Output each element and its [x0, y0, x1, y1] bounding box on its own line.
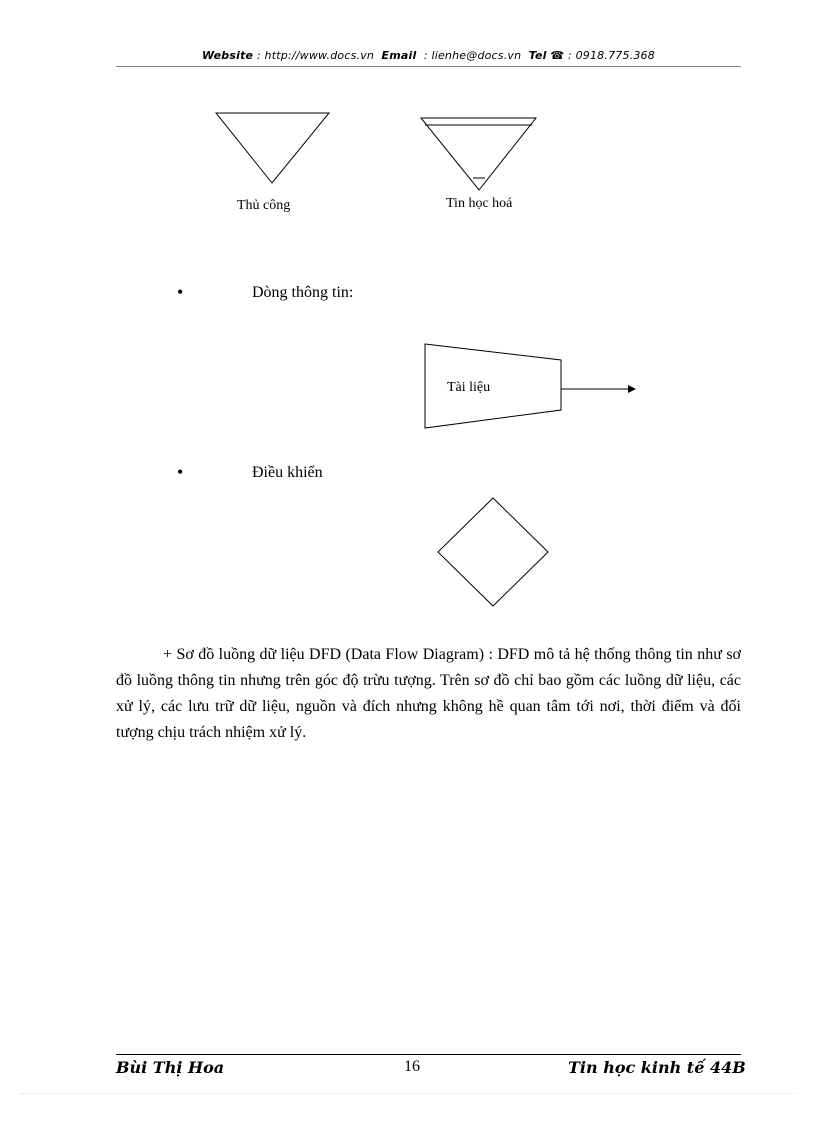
bullet-icon: •	[177, 282, 184, 302]
footer-class: Tin học kinh tế 44B	[568, 1058, 746, 1077]
flow-arrow	[561, 385, 636, 393]
phone-icon: ☎	[550, 49, 565, 62]
manual-label: Thủ công	[237, 198, 291, 213]
bullet-text: Dòng thông tin:	[252, 284, 354, 301]
page-header: Website : http://www.docs.vn Email : lienhe@docs.vn Tel ☎ : 0918.775.368	[202, 49, 655, 62]
computerized-label: Tin học hoá	[446, 196, 513, 211]
bullet-icon: •	[177, 462, 184, 482]
tel-value: 0918.775.368	[575, 49, 655, 62]
body-paragraph	[116, 642, 741, 746]
tel-label: Tel	[528, 49, 547, 62]
paragraph-text: + Sơ đồ luồng dữ liệu DFD (Data Flow Diagram) : DFD mô tả hệ thống thông tin như sơ đồ luồng thông tin nhưng trên góc độ trừu tượng. Trên sơ đồ chỉ bao gồm các luồng dữ liệu, các xử lý, các lưu trữ dữ liệu, nguồn và đích nhưng không hề quan tâm tới nơi, thời điểm và đối tượng chịu trách nhiệm xử lý.	[116, 646, 741, 741]
footer-author: Bùi Thị Hoa	[116, 1058, 225, 1077]
document-label: Tài liệu	[447, 380, 491, 395]
computerized-triangle	[421, 118, 536, 190]
footer-divider	[116, 1054, 741, 1055]
bullet-text: Điều khiển	[252, 464, 323, 481]
document-shape	[425, 344, 561, 428]
email-label: Email	[381, 49, 417, 62]
page-number: 16	[404, 1058, 420, 1075]
website-value: http://www.docs.vn	[264, 49, 375, 62]
page-edge-dots	[20, 1093, 796, 1094]
website-label: Website	[202, 49, 254, 62]
control-diamond	[438, 498, 548, 606]
manual-triangle	[216, 113, 329, 183]
email-value: lienhe@docs.vn	[431, 49, 522, 62]
